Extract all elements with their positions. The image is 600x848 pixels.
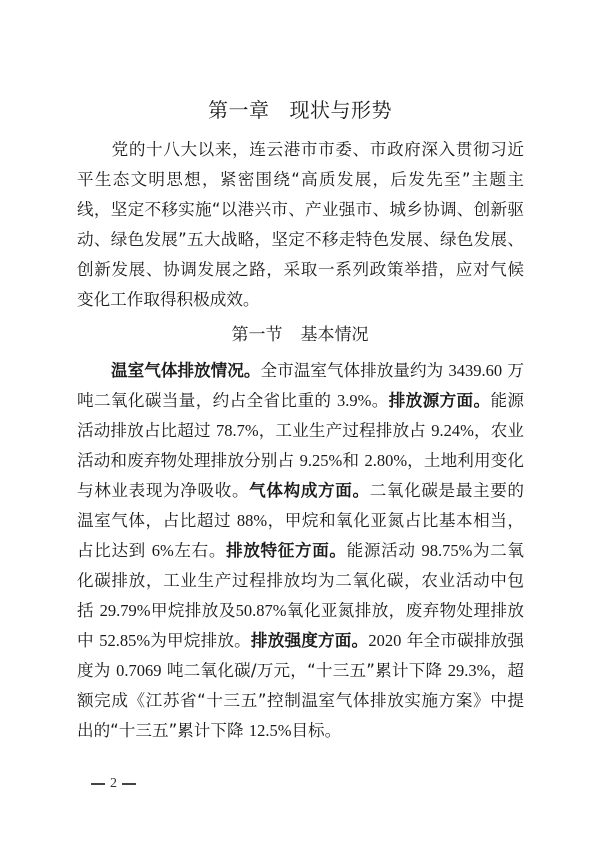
basic-situation-paragraph	[77, 356, 524, 746]
energy-share-value: 78.7%	[216, 421, 259, 440]
waste-ch4-value: 52.85%	[99, 631, 151, 650]
text-run: 年全市碳排放强度为	[77, 631, 525, 680]
page-number	[86, 776, 141, 792]
text-run: 为二氧化碳排放，工业生产过程排放均为二氧化碳，农业活动中包括	[77, 541, 524, 620]
agri-ch4-value: 29.79%	[99, 601, 151, 620]
ch4-n2o-share-value: 6%	[151, 541, 174, 560]
text-run: 。	[371, 391, 389, 410]
intro-paragraph	[77, 135, 524, 315]
text-run: 目标。	[291, 721, 342, 740]
agri-share-value: 9.25%	[299, 451, 343, 470]
text-run: 能源活动	[346, 541, 422, 560]
text-run: ，超额完成《江苏省“十三五”控制温室气体排放实施方案》中提出的“十三五”累计下降	[77, 661, 525, 740]
text-run: 和	[342, 451, 365, 470]
heading-emissions: 温室气体排放情况。	[111, 361, 261, 380]
text-run: ，土地利用变化与林业表现为净吸收。	[77, 451, 525, 500]
text-run: 左右。	[173, 541, 227, 560]
section-name: 基本情况	[300, 325, 369, 345]
text-run: 氧化亚氮排放，废弃物处理排放中	[77, 601, 525, 650]
text-run: ，工业生产过程排放占	[258, 421, 432, 440]
intensity-value: 0.7069	[116, 661, 162, 680]
heading-gas-composition: 气体构成方面。	[249, 481, 370, 500]
chapter-name: 现状与形势	[289, 98, 392, 122]
target-value: 12.5%	[248, 721, 292, 740]
co2-share-value: 88%	[236, 511, 268, 530]
heading-emission-features: 排放特征方面。	[226, 541, 347, 560]
section-number: 第一节	[231, 325, 283, 345]
energy-co2-value: 98.75%	[421, 541, 473, 560]
text-run: 吨二氧化碳/万元，“十三五”累计下降	[161, 661, 448, 680]
industry-share-value: 9.24%	[431, 421, 474, 440]
text-run: 全市温室气体排放量约为	[260, 361, 449, 380]
text-run: ，甲烷和氧化亚氮占比基本相当，占比达到	[77, 511, 524, 560]
dash-left	[91, 783, 105, 785]
section-title	[0, 320, 600, 350]
intro-text: 党的十八大以来，连云港市市委、市政府深入贯彻习近平生态文明思想，紧密围绕“高质发展，后发先至”主题主线，坚定不移实施“以港兴市、产业强市、城乡协调、创新驱动、绿色发展”五大战略，坚定不移走特色发展、绿色发展、创新发展、协调发展之路，采取一系列政策举措，应对气候变化工作取得积极成效。	[77, 140, 524, 309]
decline-value: 29.3%	[447, 661, 491, 680]
text-run: 二氧化碳是最主要的温室气体，占比超过	[77, 481, 525, 530]
dash-right	[122, 783, 136, 785]
text-run: 甲烷排放及	[150, 601, 236, 620]
province-share-value: 3.9%	[337, 391, 372, 410]
year-value: 2020	[368, 631, 402, 650]
total-emissions-value: 3439.60	[448, 361, 503, 380]
chapter-number: 第一章	[208, 98, 270, 122]
page-number-value: 2	[110, 776, 117, 791]
text-run: 为甲烷排放。	[150, 631, 251, 650]
agri-n2o-value: 50.87%	[235, 601, 287, 620]
waste-share-value: 2.80%	[364, 451, 408, 470]
text-run: 万吨二氧化碳当量，约占全省比重的	[77, 361, 525, 410]
heading-sources: 排放源方面。	[388, 391, 491, 410]
heading-emission-intensity: 排放强度方面。	[250, 631, 369, 650]
text-run: 能源活动排放占比超过	[77, 391, 525, 440]
chapter-title	[0, 95, 600, 125]
text-run: ，农业活动和废弃物处理排放分别占	[77, 421, 524, 470]
